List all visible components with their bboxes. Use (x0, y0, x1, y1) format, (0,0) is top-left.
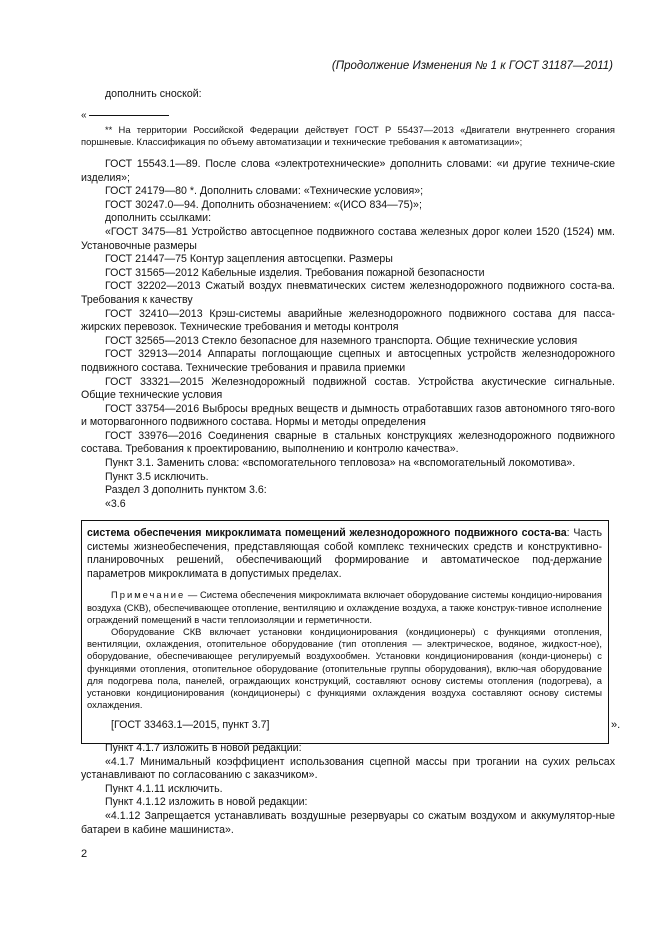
after-list (81, 742, 615, 837)
ref-item: ГОСТ 24179—80 *. Дополнить словами: «Технические условия»; (105, 185, 424, 198)
ref-item: ГОСТ 32202—2013 Сжатый воздух пневматических систем железнодорожного подвижного соста-ва. Требования к качеству (81, 280, 615, 306)
page-header: (Продолжение Изменения № 1 к ГОСТ 31187—2011) (331, 60, 613, 72)
definition-source: [ГОСТ 33463.1—2015, пункт 3.7] (111, 719, 270, 732)
footnote: ** На территории Российской Федерации действует ГОСТ Р 55437—2013 «Двигатели внутреннего сгорания поршневые. Классификация по объему автоматизации и технические требования к автоматизации»; (81, 124, 615, 148)
page-number: 2 (81, 848, 88, 860)
ref-item: ГОСТ 33754—2016 Выбросы вредных веществ и дымность отработавших газов автономного тяго-вого и моторвагонного подвижного состава. Нормы и методы определения (81, 402, 615, 429)
ref-item: ГОСТ 32565—2013 Стекло безопасное для наземного транспорта. Общие технические условия (105, 334, 578, 347)
ref-item: «3.6 (105, 497, 126, 510)
definition-paragraph (87, 527, 602, 581)
ref-item: ГОСТ 32913—2014 Аппараты поглощающие сцепных и автосцепных устройств железнодорожного подвижного состава. Технические требования и правила приемки (81, 348, 615, 374)
intro-text: дополнить сноской: (105, 88, 202, 100)
definition-text: : Часть системы жизнеобеспечения, представляющая собой комплекс технических средств и конструктивно-планировочных решений, обеспечивающий формирование и автоматическое под-держание параметров микроклимата в допустимых пределах. (87, 527, 603, 580)
ref-item: Пункт 3.5 исключить. (105, 470, 209, 483)
after-item: Пункт 4.1.7 изложить в новой редакции: (105, 742, 302, 754)
references-list (81, 158, 615, 511)
after-item: Пункт 4.1.11 исключить. (105, 782, 223, 795)
ref-item: «ГОСТ 3475—81 Устройство автосцепное подвижного состава железных дорог колеи 1520 (1524) мм. Установочные размеры (81, 225, 615, 252)
ref-item: дополнить ссылками: (105, 212, 212, 225)
ref-item: ГОСТ 21447—75 Контур зацепления автосцепки. Размеры (105, 253, 393, 266)
ref-item: ГОСТ 15543.1—89. После слова «электротехнические» дополнить словами: «и другие техниче-ские изделия»; (81, 158, 615, 184)
ref-item: ГОСТ 32410—2013 Крэш-системы аварийные железнодорожного подвижного состава для пасса-жирских перевозок. Технические требования и методы контроля (81, 307, 615, 334)
note-label: Примечание (111, 589, 186, 601)
after-item: «4.1.12 Запрещается устанавливать воздушные резервуары со сжатым воздухом и аккумулятор-ные батареи в кабине машиниста». (81, 809, 615, 836)
closing-quote: ». (611, 719, 621, 731)
note-paragraph (87, 589, 602, 626)
after-item: «4.1.7 Минимальный коэффициент использования сцепной массы при трогании на сухих рельсах устанавливают по согласованию с заказчиком». (81, 755, 615, 782)
note-paragraph-2: Оборудование СКВ включает установки кондиционирования (кондиционеры) с функциями отопления, вентиляции, охлаждения, отопительное оборудование (тип отопления — электрическое, водяное, жидкост-ное), оборудование, обеспечивающее регулируемый воздухообмен. Установки кондиционирования (конди-ционеры) с функциями отопления, отопительное оборудование (отопительные группы оборудования), вклю-чая оборудование для подогрева пола, панелей, ограждающих конструкций, составляют основу системы отопления (подогрева), а установки кондиционирования (кондиционеры) с функциями охлаждения воздуха составляют основу системы охлаждения. (87, 625, 602, 711)
ref-item: ГОСТ 30247.0—94. Дополнить обозначением: «(ИСО 834—75)»; (105, 198, 422, 211)
definition-term: система обеспечения микроклимата помещений железнодорожного подвижного соста-ва (87, 527, 567, 539)
ref-item: Пункт 3.1. Заменить слова: «вспомогательного тепловоза» на «вспомогательный локомотива». (105, 457, 576, 470)
ref-item: ГОСТ 33321—2015 Железнодорожный подвижной состав. Устройства акустические сигнальные. Общие технические условия (81, 375, 615, 402)
ref-item: ГОСТ 31565—2012 Кабельные изделия. Требования пожарной безопасности (105, 266, 485, 279)
ref-item: ГОСТ 33976—2016 Соединения сварные в стальных конструкциях железнодорожного подвижного состава. Требования к проектированию, выполнению и контролю качества». (81, 429, 615, 456)
definition-box (81, 520, 609, 744)
after-item: Пункт 4.1.12 изложить в новой редакции: (105, 796, 308, 809)
footnote-rule: « (81, 110, 169, 121)
note-text: — Система обеспечения микроклимата включает оборудование системы кондицио-нирования воздуха (СКВ), обеспечивающее отопление, вентиляцию и охлаждение воздуха, а также конструк-тивное исполнение ограждений помещений в части теплоизоляции и герметичности. (87, 589, 602, 625)
ref-item: Раздел 3 дополнить пунктом 3.6: (105, 484, 267, 497)
